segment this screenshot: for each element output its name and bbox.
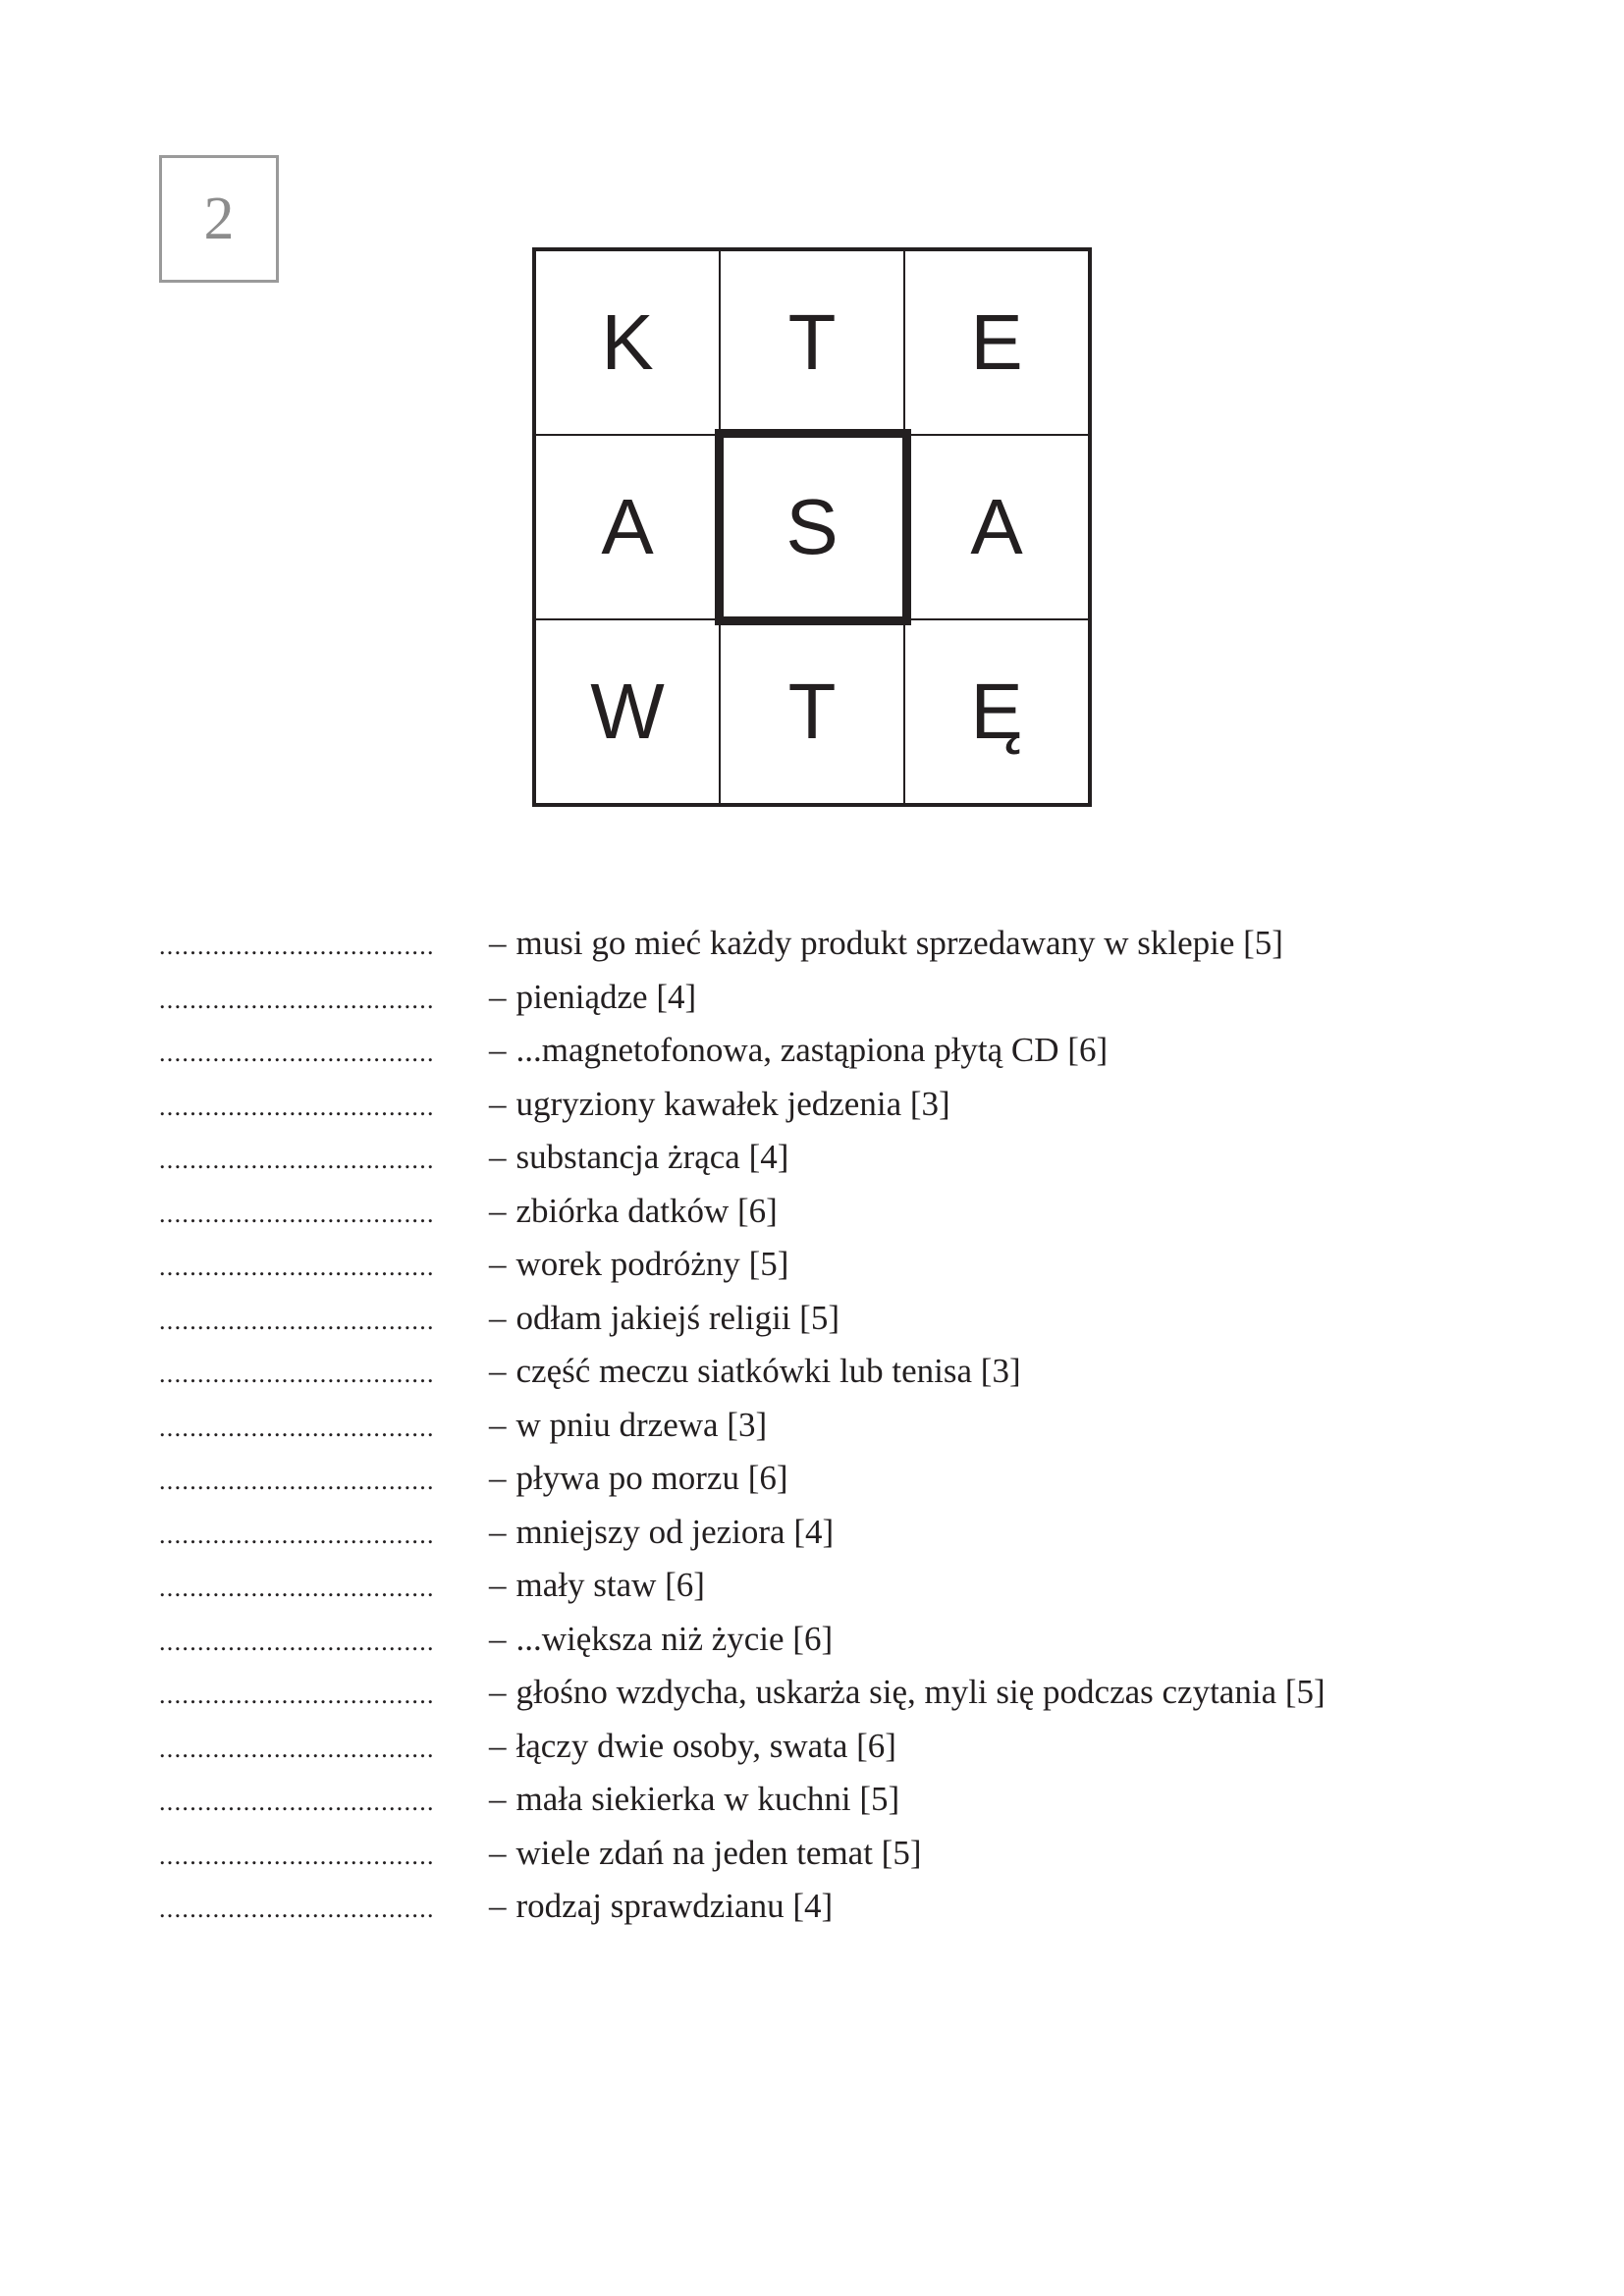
clue-dash: – — [489, 1459, 507, 1497]
clue-row — [159, 1345, 1534, 1399]
clue-text: pływa po morzu [6] — [515, 1459, 788, 1497]
clue-text: ...większa niż życie [6] — [515, 1619, 834, 1658]
clue-dash: – — [489, 924, 507, 962]
clue-dash: – — [489, 1887, 507, 1925]
grid-cell: E — [904, 250, 1089, 435]
answer-blank[interactable]: .................................... — [159, 985, 435, 1014]
clue-row — [159, 1666, 1534, 1720]
clue-dash: – — [489, 1512, 507, 1551]
clue-text: mniejszy od jeziora [4] — [515, 1512, 835, 1551]
grid-cell: W — [535, 619, 720, 804]
clue-list — [159, 917, 1534, 1934]
answer-blank[interactable]: .................................... — [159, 1574, 435, 1602]
clue-row — [159, 1131, 1534, 1185]
clue-dash: – — [489, 1138, 507, 1176]
clue-row — [159, 1024, 1534, 1078]
clue-row — [159, 1452, 1534, 1506]
clue-text: wiele zdań na jeden temat [5] — [515, 1833, 922, 1872]
answer-blank[interactable]: .................................... — [159, 1627, 435, 1656]
answer-blank[interactable]: .................................... — [159, 1039, 435, 1067]
grid-cell: Ę — [904, 619, 1089, 804]
clue-text: worek podróżny [5] — [515, 1245, 789, 1283]
grid-cell: A — [535, 435, 720, 619]
clue-text: głośno wzdycha, uskarża się, myli się podczas czytania [5] — [515, 1673, 1326, 1711]
answer-blank[interactable]: .................................... — [159, 1360, 435, 1388]
clue-row — [159, 1773, 1534, 1827]
answer-blank[interactable]: .................................... — [159, 1788, 435, 1816]
answer-blank[interactable]: .................................... — [159, 1092, 435, 1121]
clue-text: pieniądze [4] — [515, 977, 697, 1016]
clue-dash: – — [489, 1191, 507, 1230]
grid-cell-center: S — [720, 435, 904, 619]
clue-text: musi go mieć każdy produkt sprzedawany w sklepie [5] — [515, 924, 1283, 962]
clue-text: odłam jakiejś religii [5] — [515, 1298, 839, 1337]
answer-blank[interactable]: .................................... — [159, 1841, 435, 1870]
clue-text: ...magnetofonowa, zastąpiona płytą CD [6] — [515, 1031, 1109, 1069]
clue-row — [159, 1506, 1534, 1560]
answer-blank[interactable]: .................................... — [159, 1146, 435, 1174]
clue-row — [159, 1078, 1534, 1132]
clue-row — [159, 917, 1534, 971]
clue-dash: – — [489, 1031, 507, 1069]
clue-dash: – — [489, 1352, 507, 1390]
answer-blank[interactable]: .................................... — [159, 1681, 435, 1709]
grid-cell: K — [535, 250, 720, 435]
clue-dash: – — [489, 1566, 507, 1604]
clue-text: zbiórka datków [6] — [515, 1191, 778, 1230]
clue-dash: – — [489, 1833, 507, 1872]
grid-cell: A — [904, 435, 1089, 619]
clue-text: mały staw [6] — [515, 1566, 705, 1604]
clue-dash: – — [489, 1245, 507, 1283]
clue-dash: – — [489, 1780, 507, 1818]
clue-text: w pniu drzewa [3] — [515, 1405, 768, 1444]
clue-text: substancja żrąca [4] — [515, 1138, 789, 1176]
clue-row — [159, 1185, 1534, 1239]
clue-row — [159, 1720, 1534, 1774]
clue-text: łączy dwie osoby, swata [6] — [515, 1726, 896, 1765]
clue-text: rodzaj sprawdzianu [4] — [515, 1887, 834, 1925]
clue-dash: – — [489, 1298, 507, 1337]
clue-row — [159, 1238, 1534, 1292]
clue-dash: – — [489, 1619, 507, 1658]
clue-text: ugryziony kawałek jedzenia [3] — [515, 1084, 950, 1123]
answer-blank[interactable]: .................................... — [159, 1253, 435, 1281]
clue-text: część meczu siatkówki lub tenisa [3] — [515, 1352, 1021, 1390]
clue-dash: – — [489, 1673, 507, 1711]
answer-blank[interactable]: .................................... — [159, 1199, 435, 1228]
clue-row — [159, 1399, 1534, 1453]
answer-blank[interactable]: .................................... — [159, 1895, 435, 1923]
clue-dash: – — [489, 1726, 507, 1765]
clue-text: mała siekierka w kuchni [5] — [515, 1780, 900, 1818]
clue-row — [159, 1613, 1534, 1667]
clue-row — [159, 1292, 1534, 1346]
answer-blank[interactable]: .................................... — [159, 1734, 435, 1763]
letter-grid — [532, 247, 1092, 807]
clue-row — [159, 1559, 1534, 1613]
grid-cell: T — [720, 619, 904, 804]
answer-blank[interactable]: .................................... — [159, 1413, 435, 1442]
clue-row — [159, 1880, 1534, 1934]
clue-row — [159, 1827, 1534, 1881]
clue-row — [159, 971, 1534, 1025]
answer-blank[interactable]: .................................... — [159, 1467, 435, 1495]
answer-blank[interactable]: .................................... — [159, 1520, 435, 1549]
clue-dash: – — [489, 977, 507, 1016]
answer-blank[interactable]: .................................... — [159, 932, 435, 960]
clue-dash: – — [489, 1084, 507, 1123]
clue-dash: – — [489, 1405, 507, 1444]
page-number: 2 — [159, 155, 279, 283]
grid-cell: T — [720, 250, 904, 435]
answer-blank[interactable]: .................................... — [159, 1306, 435, 1335]
